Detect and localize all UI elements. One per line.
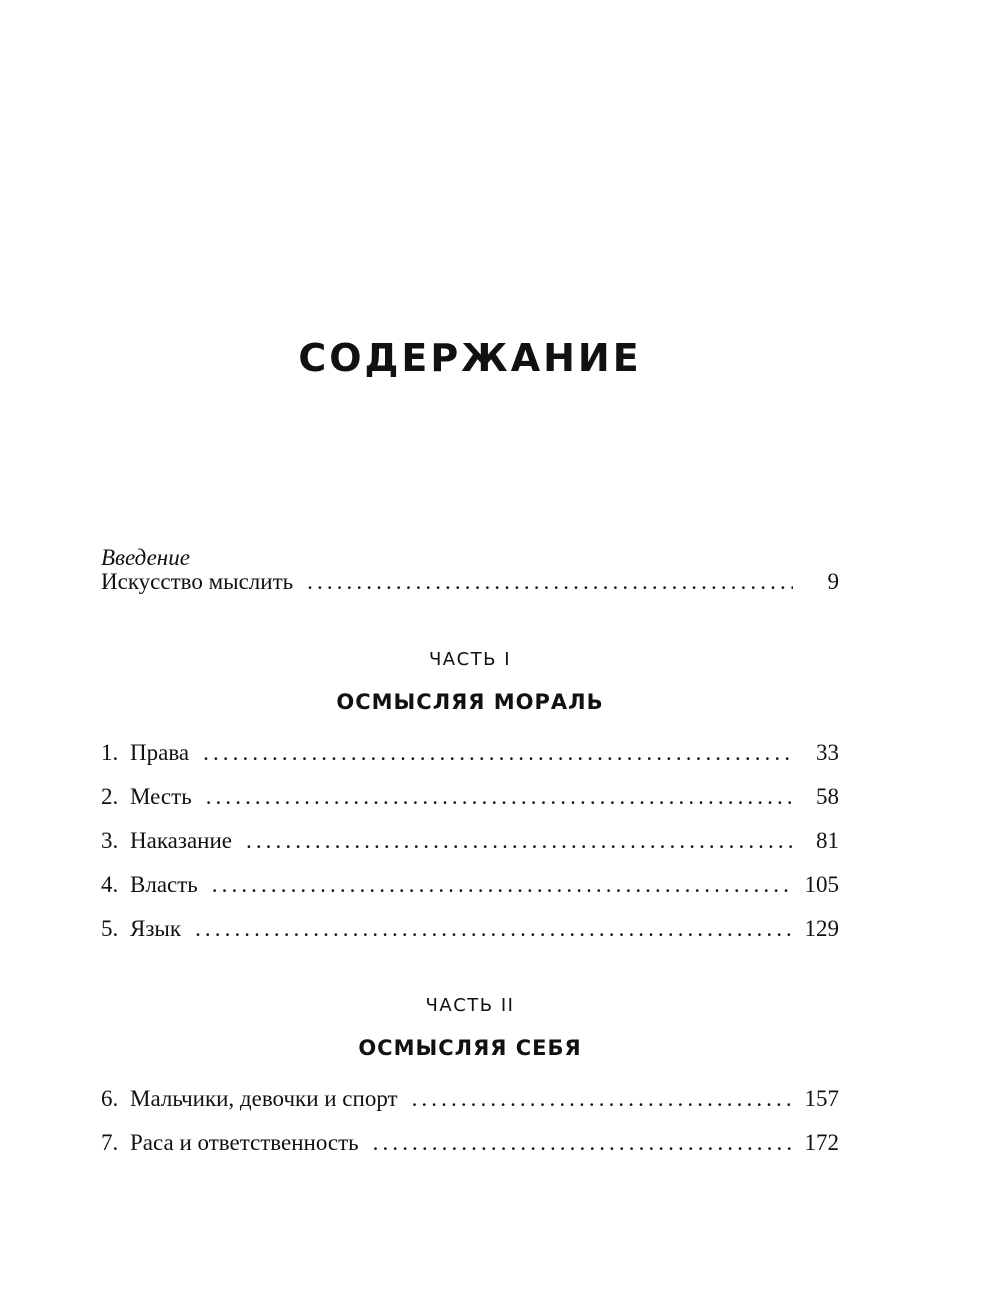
toc-entry[interactable] [101, 782, 839, 812]
toc-entry[interactable] [101, 870, 839, 900]
toc-entry-number: 6. [101, 1086, 119, 1111]
part-2-title: ОСМЫСЛЯЯ СЕБЯ [358, 1036, 582, 1060]
part-2-label: ЧАСТЬ II [425, 995, 515, 1016]
intro-label: Введение [101, 545, 190, 570]
toc-entry-page: 172 [804, 1130, 839, 1155]
dot-leader [373, 1128, 793, 1158]
dot-leader [412, 1084, 793, 1114]
toc-entry-page: 129 [804, 916, 839, 941]
toc-entry-title: Власть [130, 872, 198, 897]
toc-entry-number: 1. [101, 740, 119, 765]
toc-entry-number: 3. [101, 828, 119, 853]
toc-entry[interactable] [101, 1084, 839, 1114]
toc-entry-number: 7. [101, 1130, 119, 1155]
toc-entry-title: Месть [130, 784, 192, 809]
dot-leader [212, 870, 793, 900]
part-1-label: ЧАСТЬ I [428, 649, 512, 670]
toc-entry-title: Искусство мыслить [101, 569, 294, 594]
toc-entry-title: Права [130, 740, 190, 765]
part-1-title: ОСМЫСЛЯЯ МОРАЛЬ [336, 690, 604, 714]
page-title: СОДЕРЖАНИЕ [298, 336, 642, 380]
toc-entry-page: 9 [827, 569, 839, 594]
toc-entry-number: 4. [101, 872, 119, 897]
toc-entry-number: 5. [101, 916, 119, 941]
toc-entry[interactable] [101, 738, 839, 768]
toc-entry-title: Мальчики, девочки и спорт [130, 1086, 398, 1111]
toc-entry-page: 157 [804, 1086, 839, 1111]
toc-entry-number: 2. [101, 784, 119, 809]
toc-entry-page: 58 [816, 784, 839, 809]
toc-entry[interactable] [101, 1128, 839, 1158]
toc-entry-page: 33 [816, 740, 839, 765]
toc-entry-title: Наказание [130, 828, 232, 853]
toc-entry-title: Язык [130, 916, 182, 941]
dot-leader [307, 567, 793, 597]
dot-leader [206, 782, 793, 812]
toc-entry-intro[interactable] [101, 567, 839, 597]
toc-entry-title: Раса и ответственность [130, 1130, 359, 1155]
toc-entry[interactable] [101, 826, 839, 856]
dot-leader [195, 914, 792, 944]
toc-entry-page: 105 [804, 872, 839, 897]
dot-leader [246, 826, 793, 856]
toc-entry-page: 81 [816, 828, 839, 853]
toc-entry[interactable] [101, 914, 839, 944]
dot-leader [203, 738, 793, 768]
